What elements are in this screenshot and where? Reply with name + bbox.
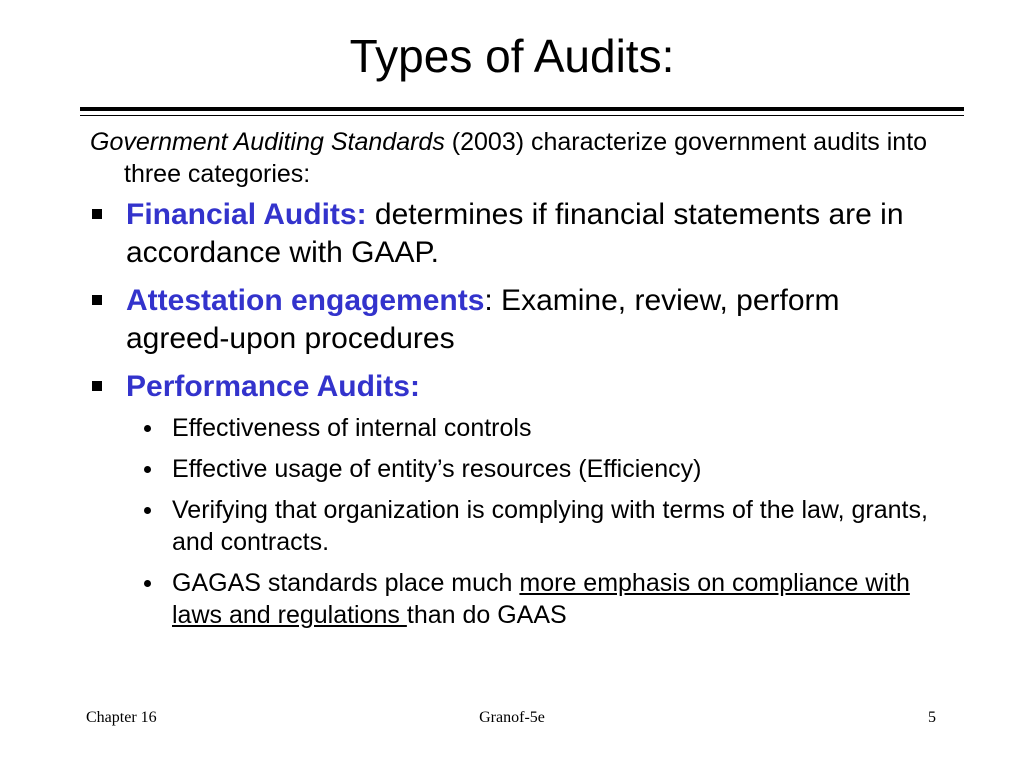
bullet-list xyxy=(90,196,940,631)
square-bullet-icon xyxy=(92,209,102,219)
square-bullet-icon xyxy=(92,381,102,391)
slide-title: Types of Audits: xyxy=(349,30,675,82)
round-bullet-icon xyxy=(144,466,151,473)
sub-bullet-item xyxy=(126,453,940,485)
sub-bullet-list xyxy=(126,412,940,631)
round-bullet-icon xyxy=(144,507,151,514)
sub-bullet-item-gagas xyxy=(126,567,940,631)
bullet-text: : Examine, review, perform agreed-upon procedures xyxy=(126,284,840,355)
bullet-performance-audits xyxy=(90,368,940,631)
title-divider-thin xyxy=(80,115,964,116)
sub-bullet-text-before: GAGAS standards place much xyxy=(172,569,520,597)
sub-bullet-item xyxy=(126,494,940,558)
sub-bullet-text: Effectiveness of internal controls xyxy=(172,414,532,442)
bullet-financial-audits xyxy=(90,196,940,272)
round-bullet-icon xyxy=(144,580,151,587)
intro-paragraph xyxy=(90,126,940,190)
sub-bullet-item xyxy=(126,412,940,444)
bullet-text: determines if financial statements are in accordance with GAAP. xyxy=(126,198,904,269)
intro-italic: Government Auditing Standards xyxy=(90,128,445,156)
sub-bullet-underlined: more emphasis on compliance with laws and regulations xyxy=(172,569,910,629)
bullet-attestation-engagements xyxy=(90,282,940,358)
bullet-term: Financial Audits: xyxy=(126,198,367,231)
bullet-term: Attestation engagements xyxy=(126,284,485,317)
footer-page-number: 5 xyxy=(928,709,936,726)
sub-bullet-text: Effective usage of entity’s resources (Efficiency) xyxy=(172,455,702,483)
square-bullet-icon xyxy=(92,295,102,305)
bullet-term: Performance Audits: xyxy=(126,370,420,403)
sub-bullet-text-after: than do GAAS xyxy=(406,601,567,629)
footer-chapter: Chapter 16 xyxy=(86,709,157,726)
footer-source: Granof-5e xyxy=(479,709,545,726)
slide-body xyxy=(90,126,940,641)
round-bullet-icon xyxy=(144,425,151,432)
sub-bullet-text: Verifying that organization is complying with terms of the law, grants, and contracts. xyxy=(172,496,928,556)
intro-text: (2003) characterize government audits into three categories: xyxy=(124,128,928,188)
title-divider-thick xyxy=(80,107,964,111)
